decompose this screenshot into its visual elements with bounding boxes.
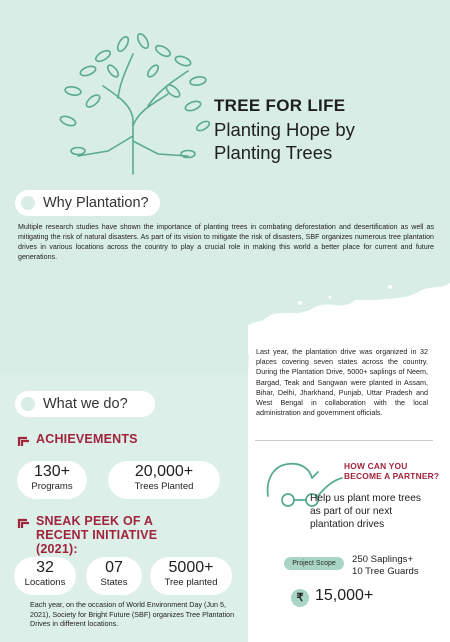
partner-heading-line2: BECOME A PARTNER? — [344, 471, 440, 481]
stat-label: Trees Planted — [134, 481, 194, 492]
stat-value: 20,000+ — [134, 463, 194, 480]
world-environment-day-note: Each year, on the occasion of World Environment Day (Jun 5, 2021), Society for Bright Future (SBF) organizes Tree Plantation Drives in different locations. — [30, 600, 235, 628]
stat-programs — [17, 461, 87, 499]
stat-label: Programs — [31, 481, 73, 492]
scope-tree-guards: 10 Tree Guards — [352, 565, 419, 577]
why-plantation-label: Why Plantation? — [43, 195, 149, 211]
section-divider — [255, 440, 433, 441]
double-chevron-icon — [17, 432, 33, 448]
stat-value: 130+ — [33, 463, 71, 480]
sneak-peek-heading-text: SNEAK PEEK OF A RECENT INITIATIVE (2021): — [36, 514, 158, 556]
stat-label: Locations — [24, 577, 66, 588]
project-scope-details — [352, 554, 419, 577]
partner-text: Help us plant more trees as part of our next plantation drives — [310, 493, 421, 530]
stat-value: 07 — [105, 559, 123, 576]
double-chevron-icon — [17, 514, 33, 530]
rupee-icon: ₹ — [291, 589, 309, 607]
stat-trees-planted — [108, 461, 220, 499]
funding-amount: 15,000+ — [315, 587, 374, 604]
stat-states — [86, 557, 142, 595]
stat-tree-planted — [150, 557, 232, 595]
partner-heading — [344, 461, 439, 481]
partner-heading-line1: HOW CAN YOU — [344, 461, 408, 471]
stat-label: Tree planted — [164, 577, 218, 588]
plantation-drive-text: Last year, the plantation drive was organized in 32 places covering seven states across the country. During the Plantation Drive, 5000+ saplings of Neem, Bargad, Teak and Sangwan were planted in Assam, Bihar, Delhi, Jharkhand, Punjab, Uttar Pradesh and West Bengal in collaboration with the local administration and government officials. — [256, 347, 428, 418]
page-title: TREE FOR LIFE — [214, 96, 346, 115]
tree-illustration-icon — [48, 26, 218, 176]
why-plantation-text: Multiple research studies have shown the importance of planting trees in combating deforestation and desertification as well as mitigating the risk of natural disasters. As part of its vision to mitigate the risk of disasters, SBF organizes numerous tree plantation drives in various locations across the country to play a crucial role in making this world a better place for current and future generations. — [18, 223, 434, 261]
stat-label: States — [100, 577, 128, 588]
page-subtitle: Planting Hope by Planting Trees — [214, 119, 355, 163]
project-scope-badge: Project Scope — [284, 557, 344, 570]
sneak-peek-heading — [17, 514, 196, 556]
stat-value: 32 — [36, 559, 54, 576]
stat-locations — [14, 557, 76, 595]
why-plantation-pill — [15, 190, 160, 216]
title-block — [214, 96, 444, 164]
what-we-do-label: What we do? — [43, 396, 128, 412]
scope-saplings: 250 Saplings+ — [352, 554, 414, 565]
achievements-heading-text: ACHIEVEMENTS — [36, 432, 138, 446]
achievements-heading — [17, 432, 138, 448]
bullet-dot-icon — [21, 397, 35, 411]
stat-value: 5000+ — [168, 559, 214, 576]
bullet-dot-icon — [21, 196, 35, 210]
what-we-do-pill — [15, 391, 155, 417]
